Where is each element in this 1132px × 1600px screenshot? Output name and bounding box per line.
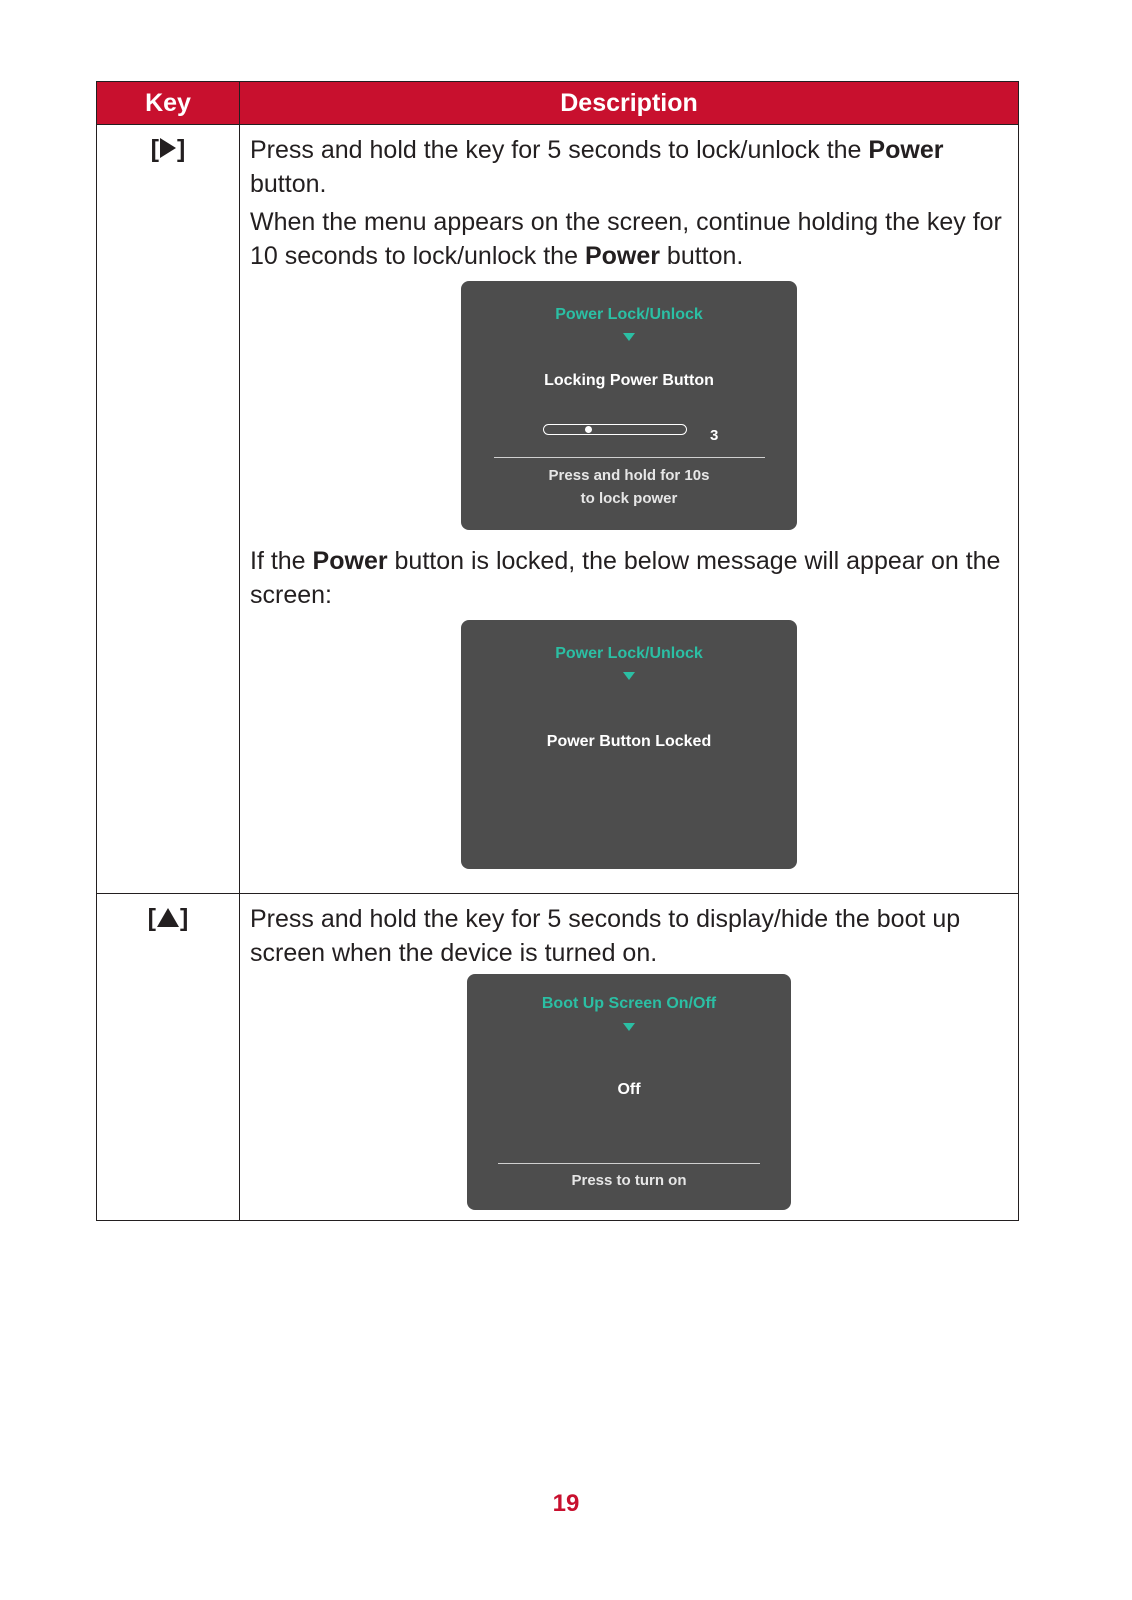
paragraph: Press and hold the key for 5 seconds to display/hide the boot up screen when the device is turned on. bbox=[250, 905, 961, 967]
bracket-open: [ bbox=[147, 904, 156, 932]
key-column-header: Key bbox=[97, 82, 240, 125]
slider-value: 3 bbox=[710, 427, 719, 444]
divider bbox=[498, 1163, 760, 1164]
osd-boot-screen bbox=[467, 974, 791, 1210]
slider-knob bbox=[585, 426, 592, 433]
description-cell-up bbox=[240, 894, 1019, 1221]
osd-title: Power Lock/Unlock bbox=[555, 645, 703, 662]
paragraph bbox=[250, 133, 1008, 201]
text: button. bbox=[250, 170, 327, 198]
table-row bbox=[97, 894, 1019, 1221]
footer-line: Press and hold for 10s bbox=[548, 467, 710, 484]
table-header-row bbox=[97, 82, 1019, 125]
divider bbox=[494, 457, 765, 458]
key-description-table bbox=[96, 81, 1019, 1221]
osd-footer-text: Press to turn on bbox=[571, 1172, 687, 1189]
bracket-close: ] bbox=[180, 904, 189, 932]
table-row bbox=[97, 125, 1019, 894]
osd-main-text: Off bbox=[617, 1081, 641, 1098]
bracket-close: ] bbox=[177, 135, 186, 163]
text: button. bbox=[659, 242, 744, 270]
osd-locking-screen bbox=[461, 281, 797, 530]
description-column-header: Description bbox=[240, 82, 1019, 125]
paragraph bbox=[250, 544, 1008, 612]
key-cell-up bbox=[97, 894, 240, 1221]
osd-title: Power Lock/Unlock bbox=[555, 306, 703, 323]
page-number: 19 bbox=[552, 1490, 580, 1517]
bold-text: Power bbox=[868, 136, 944, 164]
text: If the bbox=[250, 547, 313, 575]
down-arrow-icon bbox=[623, 333, 635, 341]
text: When the menu appears on the screen, continue holding the key for 10 seconds to lock/unlock the bbox=[250, 208, 1002, 270]
text: button is locked, the below message will appear on the screen: bbox=[250, 547, 1001, 609]
up-triangle-icon bbox=[157, 908, 179, 927]
bold-text: Power bbox=[584, 242, 660, 270]
down-arrow-icon bbox=[623, 1023, 635, 1031]
right-triangle-icon bbox=[160, 138, 176, 158]
down-arrow-icon bbox=[623, 672, 635, 680]
osd-footer-text bbox=[461, 464, 797, 510]
footer-line: to lock power bbox=[580, 490, 678, 507]
osd-title: Boot Up Screen On/Off bbox=[541, 995, 717, 1012]
description-cell-right bbox=[240, 125, 1019, 894]
text: Press and hold the key for 5 seconds to lock/unlock the bbox=[250, 136, 869, 164]
paragraph bbox=[250, 205, 1008, 273]
bracket-open: [ bbox=[150, 135, 159, 163]
key-cell-right bbox=[97, 125, 240, 894]
osd-main-text: Locking Power Button bbox=[544, 372, 714, 389]
countdown-slider bbox=[543, 424, 687, 435]
bold-text: Power bbox=[312, 547, 388, 575]
osd-locked-screen bbox=[461, 620, 797, 869]
osd-main-text: Power Button Locked bbox=[546, 733, 712, 750]
